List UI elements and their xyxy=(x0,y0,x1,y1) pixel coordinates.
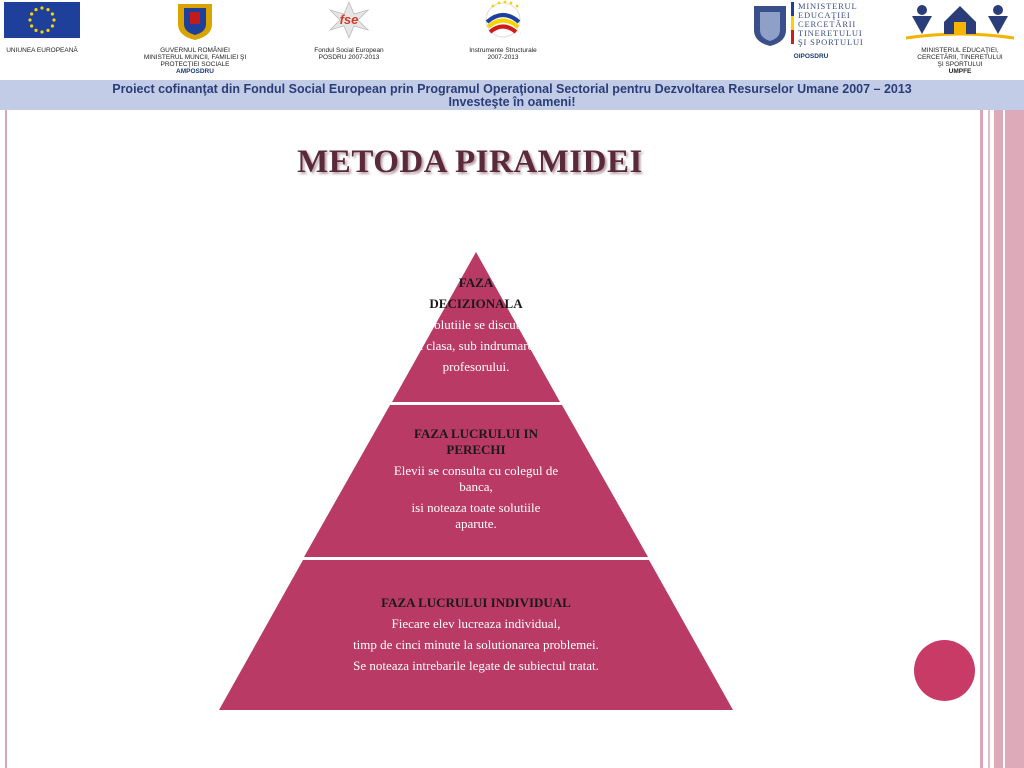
svg-text:MINISTERUL: MINISTERUL xyxy=(798,1,858,11)
svg-text:TINERETULUI: TINERETULUI xyxy=(798,28,863,38)
tier-body-line: timp de cinci minute la solutionarea problemei. xyxy=(353,637,599,652)
tier-bottom-text xyxy=(286,592,666,676)
tier-body-line: isi noteaza toate solutiile xyxy=(411,500,541,515)
tier-heading: FAZA LUCRULUI IN xyxy=(414,426,538,441)
decorative-circle xyxy=(914,640,975,701)
banner-line-1: Proiect cofinanţat din Fondul Social European prin Programul Operaţional Sectorial pentru Dezvoltarea Resurselor Umane 2007 – 2013 xyxy=(112,82,912,96)
logo-caption: OIPOSDRU xyxy=(793,53,829,60)
svg-text:CERCETĂRII: CERCETĂRII xyxy=(798,19,857,29)
logo-caption: UNIUNEA EUROPEANĂ xyxy=(6,47,78,54)
tier-body-line: Fiecare elev lucreaza individual, xyxy=(391,616,561,631)
logo-caption: MINISTERUL EDUCAŢIEI, CERCETĂRII, TINERETULUI ŞI SPORTULUI UMPFE xyxy=(917,47,1003,75)
tier-body-line: Se noteaza intrebarile legate de subiectul tratat. xyxy=(353,658,599,673)
logo-caption: Instrumente Structurale 2007-2013 xyxy=(469,47,537,61)
svg-text:EDUCAŢIEI: EDUCAŢIEI xyxy=(798,10,851,20)
tier-body-line: in clasa, sub indrumarea xyxy=(412,338,540,353)
logo-caption: GUVERNUL ROMÂNIEI MINISTERUL MUNCII, FAMILIEI ŞI PROTECŢIEI SOCIALE AMPOSDRU xyxy=(143,47,247,75)
page-title: METODA PIRAMIDEI xyxy=(297,144,643,180)
tier-heading: PERECHI xyxy=(446,442,506,457)
tier-body-line: profesorului. xyxy=(442,359,510,374)
tier-top-text xyxy=(376,272,576,377)
svg-text:fse: fse xyxy=(339,12,359,27)
tier-body-line: banca, xyxy=(459,479,493,494)
tier-body-line: Elevii se consulta cu colegul de xyxy=(393,463,559,478)
banner-line-2: Investeşte în oameni! xyxy=(448,95,576,109)
tier-heading: FAZA xyxy=(458,275,494,290)
tier-body-line: aparute. xyxy=(455,516,497,531)
logo-caption: Fondul Social European POSDRU 2007-2013 xyxy=(314,47,384,61)
tier-heading: DECIZIONALA xyxy=(429,296,523,311)
tier-middle-text xyxy=(356,426,596,532)
svg-text:ŞI SPORTULUI: ŞI SPORTULUI xyxy=(798,37,864,47)
tier-body-line: Solutiile se discuta xyxy=(426,317,526,332)
tier-heading: FAZA LUCRULUI INDIVIDUAL xyxy=(381,595,571,610)
